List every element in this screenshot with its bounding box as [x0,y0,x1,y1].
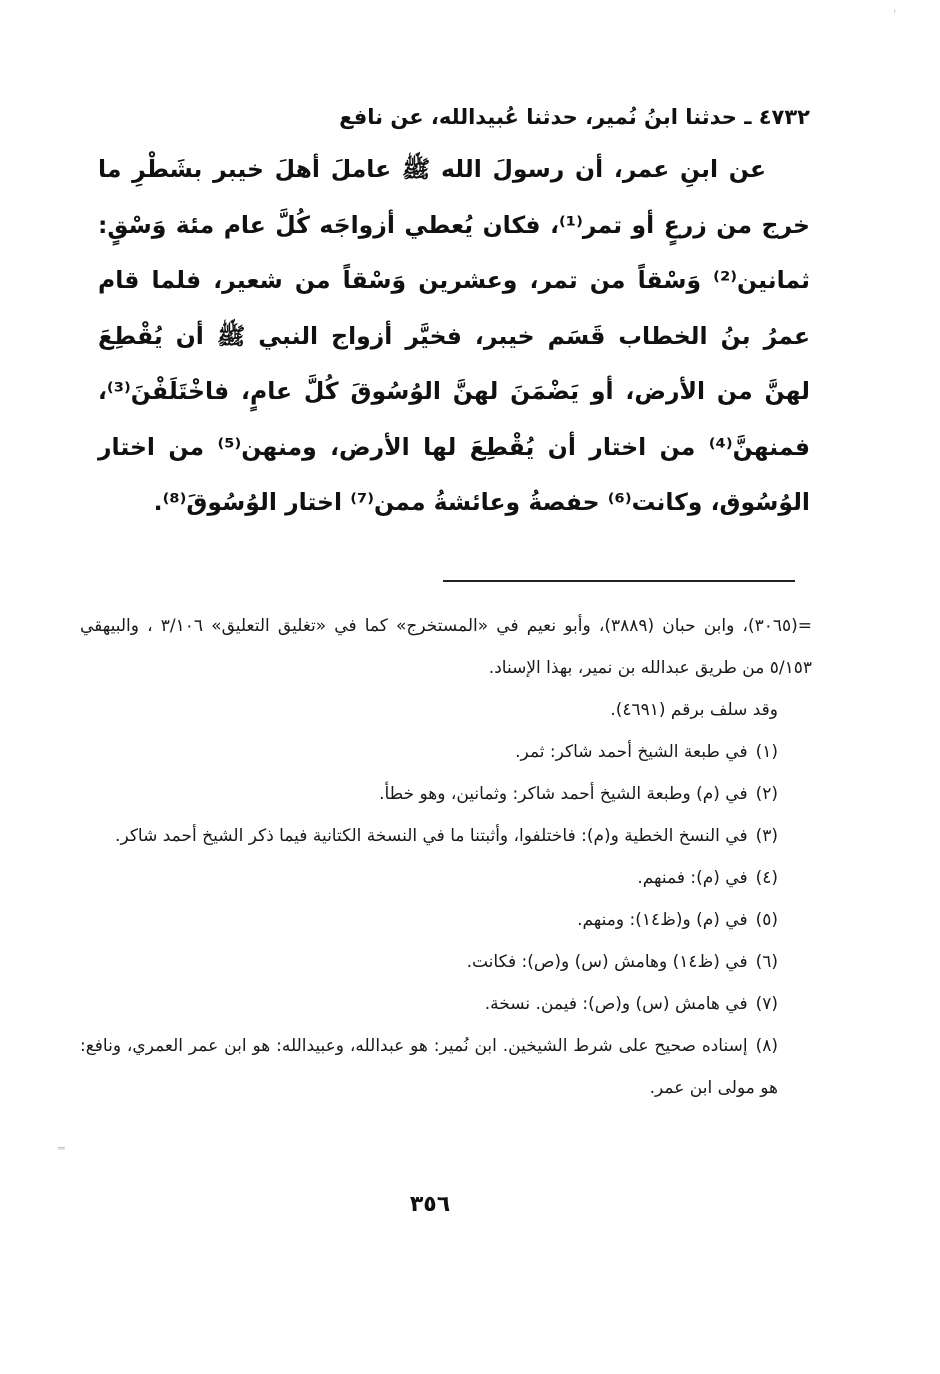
footnote [80,815,812,857]
hadith-isnad: ٤٧٣٢ ـ حدثنا ابنُ نُمير، حدثنا عُبيدالله، عن نافع [339,105,810,129]
footnote-separator [443,580,795,582]
footnote-text: في (م): فمنهم. [637,868,748,888]
footnote-number: (١) [755,742,778,762]
page-number: ٣٥٦ [409,1192,451,1217]
footnotes-section [80,605,812,1109]
footnote [80,731,812,773]
footnote-text: في النسخ الخطية و(م): فاختلفوا، وأثبتنا ما في النسخة الكتانية فيما ذكر الشيخ أحمد شاكر. [115,826,748,846]
footnote [80,773,812,815]
footnote-number: (٥) [755,910,778,930]
footnote-number: (٤) [755,868,778,888]
footnote-number: (٨) [755,1036,778,1056]
hadith-matn: عن ابنِ عمر، أن رسولَ الله ﷺ عاملَ أهلَ خيبر بشَطْرِ ما خرج من زرعٍ أو تمر⁽¹⁾، فكان يُعطي أزواجَه كُلَّ عام مئة وَسْقٍ: ثمانين⁽²⁾ وَسْقاً من تمر، وعشرين وَسْقاً من شعير، فلما قام عمرُ بنُ الخطاب قَسَم خيبر، فخيَّر أزواج النبي ﷺ أن يُقْطِعَ لهنَّ من الأرض، أو يَضْمَنَ لهنَّ الوُسُوقَ كُلَّ عامٍ، فاخْتَلَفْنَ⁽³⁾، فمنهنَّ⁽⁴⁾ من اختار أن يُقْطِعَ لها الأرض، ومنهن⁽⁵⁾ من اختار الوُسُوق، وكانت⁽⁶⁾ حفصةُ وعائشةُ ممن⁽⁷⁾ اختار الوُسُوقَ⁽⁸⁾. [98,155,810,516]
footnote-number: (٧) [755,994,778,1014]
scan-speck: ˈ [893,8,897,22]
footnote-text: في (ظ١٤) وهامش (س) و(ص): فكانت. [466,952,748,972]
footnote-number: (٦) [755,952,778,972]
footnote [80,941,812,983]
footnote [80,857,812,899]
cross-reference-note: وقد سلف برقم (٤٦٩١). [610,700,778,720]
footnote [80,983,812,1025]
footnote-continuation: =(٣٠٦٥)، وابن حبان (٣٨٨٩)، وأبو نعيم في «المستخرج» كما في «تغليق التعليق» ٣/١٠٦ ، والبيهقي ٥/١٥٣ من طريق عبدالله بن نمير، بهذا الإسناد. [80,616,813,678]
footnote-text: في (م) وطبعة الشيخ أحمد شاكر: وثمانين، وهو خطأ. [379,784,748,804]
footnote [80,1025,812,1109]
footnote-text: في هامش (س) و(ص): فيمن. نسخة. [484,994,748,1014]
footnote-number: (٢) [755,784,778,804]
footnote-number: (٣) [755,826,778,846]
footnote-text: في (م) و(ظ١٤): ومنهم. [577,910,748,930]
footnote-text: في طبعة الشيخ أحمد شاكر: ثمر. [515,742,748,762]
scan-speck: ═ [58,1142,65,1155]
footnote-text: إسناده صحيح على شرط الشيخين. ابن نُمير: هو عبدالله، وعبيدالله: هو ابن عمر العمري، ونافع: هو مولى ابن عمر. [80,1036,778,1098]
footnote [80,899,812,941]
hadith-block [98,100,810,531]
